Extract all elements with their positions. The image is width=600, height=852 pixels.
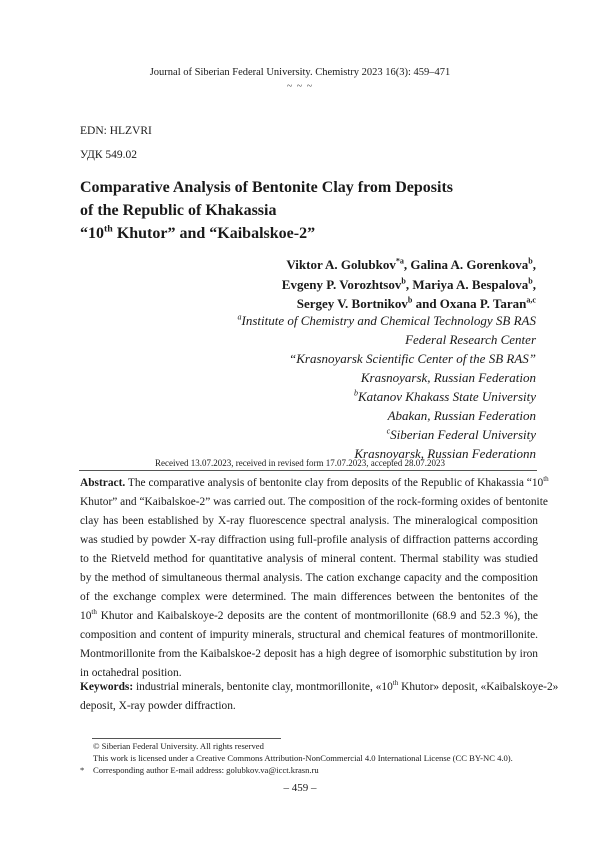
abstract-label: Abstract. [80,477,126,489]
license-note: This work is licensed under a Creative Commons Attribution-NonCommercial 4.0 International License (CC BY-NC 4.0). [93,753,513,763]
keywords-superscript: th [392,679,399,688]
affiliation-b-line-1 [96,387,536,406]
affiliation-a-line-3: “Krasnoyarsk Scientific Center of the SB RAS” [289,351,536,366]
abstract-text: 10 [80,610,92,622]
abstract-line: by the method of simultaneous thermal analysis. The cation exchange capacity and the composition [80,572,538,584]
affiliation-b-line-2: Abakan, Russian Federation [387,408,536,423]
abstract-superscript: th [91,608,97,617]
keywords-line: deposit, X-ray powder diffraction. [80,700,236,712]
affiliation-c-line-1 [96,425,536,444]
article-title [80,176,540,245]
abstract [80,474,549,683]
header-separator: ~ ~ ~ [286,81,314,92]
author-list [116,255,536,314]
abstract-superscript: th [543,475,549,484]
author-affil-mark: b [401,276,406,286]
author-affil-mark: b [407,295,413,305]
affiliation-a-line-4: Krasnoyarsk, Russian Federation [360,370,536,385]
title-text: “10 [80,225,104,242]
keywords-text: Khutor» deposit, «Kaibalskoye-2» [398,681,559,693]
title-line-1: Comparative Analysis of Bentonite Clay from Deposits [80,179,454,196]
affil-text: Institute of Chemistry and Chemical Technology SB RAS [241,313,536,328]
footnote-divider [92,738,281,739]
author-name: Sergey V. Bortnikov [296,296,408,311]
keywords-text: industrial minerals, bentonite clay, montmorillonite, «10 [133,681,393,693]
abstract-line [80,474,549,493]
abstract-line [80,607,538,626]
affiliation-a-line-1 [96,311,536,330]
author-affil-mark: a,c [526,295,536,305]
abstract-text: The comparative analysis of bentonite clay from deposits of the Republic of Khakassia “10 [125,477,544,489]
affiliations [96,311,536,463]
keywords-line [80,678,559,697]
title-text: Khutor” and “Kaibalskoe-2” [112,225,316,242]
received-dates: Received 13.07.2023, received in revised form 17.07.2023, accepted 28.07.2023 [155,458,445,468]
author-line-2 [116,275,536,295]
author-line-1 [116,255,536,275]
author-separator: , [532,257,536,272]
abstract-line: in octahedral position. [80,667,182,679]
affil-mark: c [386,426,391,436]
keywords [80,678,559,716]
udk-code: УДК 549.02 [80,149,137,161]
affil-text: Siberian Federal University [390,427,536,442]
corresponding-text: Corresponding author E-mail address: golubkov.va@icct.krasn.ru [93,765,319,775]
affil-text: Katanov Khakass State University [357,389,536,404]
title-line-2: of the Republic of Khakassia [80,202,277,219]
author-name: , Mariya A. Bespalova [405,276,529,292]
abstract-line: composition and content of impurity minerals, structural and chemical features of montmorillonite. [80,629,538,641]
abstract-line: of the exchange complex were determined. The main differences between the bentonites of the [80,591,538,603]
abstract-line: Khutor” and “Kaibalskoe-2” was carried out. The composition of the rock-forming oxides of bentonite [80,496,548,508]
author-name: Viktor A. Golubkov [286,257,396,272]
author-affil-mark: b [528,276,533,286]
affil-mark: a [237,312,242,322]
affiliation-a-line-2: Federal Research Center [405,332,536,347]
copyright-note: © Siberian Federal University. All rights reserved [93,741,264,751]
keywords-label: Keywords: [80,681,134,693]
abstract-line: to the Rietveld method for quantitative analysis of mineral content. Thermal stability was studied [80,553,538,565]
affiliation-c-line-2: Krasnoyarsk, Russian Federationn [354,446,536,461]
abstract-text: Khutor and Kaibalskoye-2 deposits are the content of montmorillonite (68.9 and 52.3 %), the [96,610,538,622]
title-line-3 [80,222,540,245]
edn-code: EDN: HLZVRI [80,125,152,137]
author-separator: , [532,276,536,292]
author-name: and Oxana P. Taran [412,296,527,311]
author-name: Evgeny P. Vorozhtsov [281,276,402,292]
journal-header: Journal of Siberian Federal University. Chemistry 2023 16(3): 459–471 [149,67,451,78]
abstract-line: clay has been established by X-ray fluorescence spectral analysis. The mineralogical composition [80,515,538,527]
abstract-divider [79,470,537,471]
author-affil-mark: *a [395,256,404,266]
author-affil-mark: b [528,256,533,266]
abstract-line: was studied by powder X-ray diffraction using full-profile analysis of diffraction patterns according [80,534,538,546]
page-number: – 459 – [283,782,317,794]
affil-mark: b [353,388,358,398]
abstract-line: Montmorillonite from the Kaibalskoe-2 deposit has a high degree of isomorphic substitution by iron [80,648,538,660]
title-superscript: th [104,223,113,235]
author-name: , Galina A. Gorenkova [403,257,529,272]
footnote-star: * [80,765,85,775]
corresponding-note [80,765,550,776]
